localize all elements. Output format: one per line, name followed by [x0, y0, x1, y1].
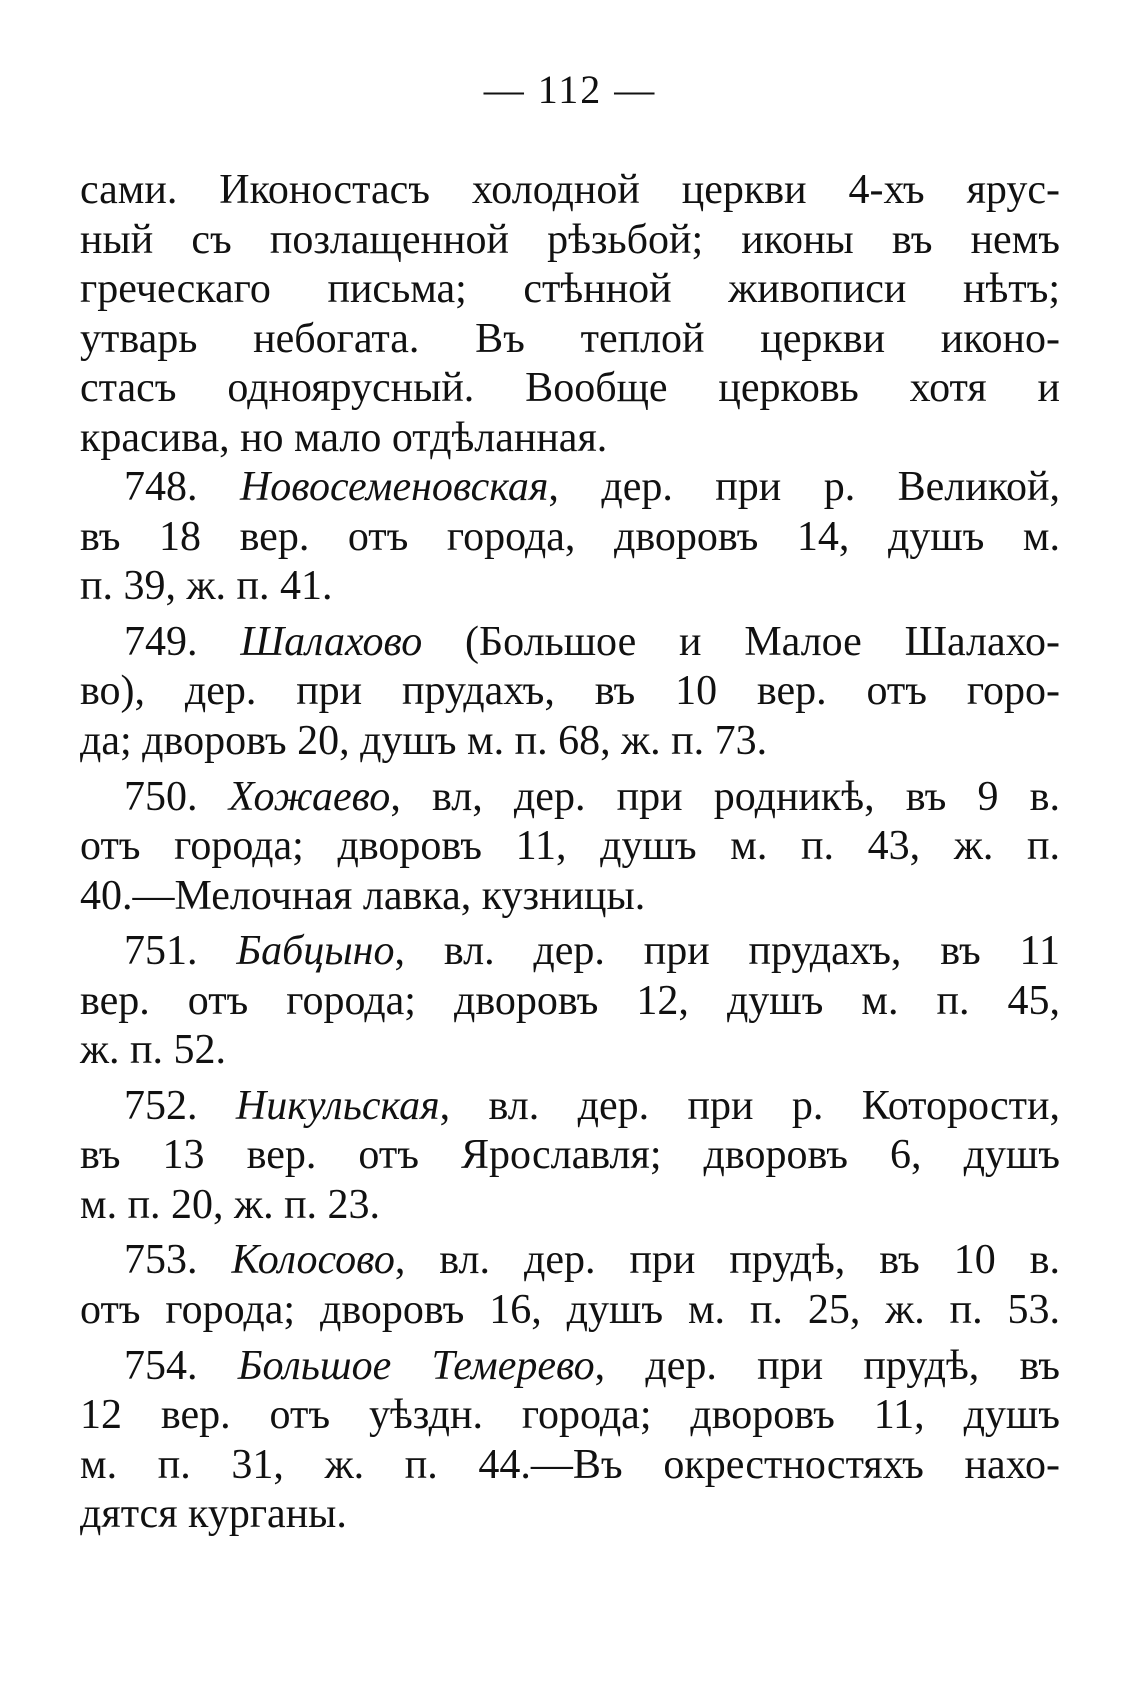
- entry-first-line: [80, 618, 1060, 668]
- text-line: отъ города; дворовъ 11, душъ м. п. 43, ж. п.: [80, 823, 1060, 870]
- entry-number: 749.: [124, 618, 198, 665]
- text-line: ж. п. 52.: [80, 1027, 226, 1074]
- text-line: 12 вер. отъ уѣздн. города; дворовъ 11, душъ: [80, 1392, 1060, 1439]
- entry-749: [80, 618, 1060, 767]
- entry-first-line: [80, 1082, 1060, 1132]
- place-name: Большое Темерево: [237, 1342, 595, 1389]
- text-line: да; дворовъ 20, душъ м. п. 68, ж. п. 73.: [80, 718, 768, 765]
- entry-751: [80, 927, 1060, 1076]
- text-line: въ 18 вер. отъ города, дворовъ 14, душъ м.: [80, 513, 1060, 560]
- text-line: п. 39, ж. п. 41.: [80, 563, 333, 610]
- text-line: м. п. 20, ж. п. 23.: [80, 1181, 381, 1228]
- text-line: дятся курганы.: [80, 1491, 347, 1538]
- entry-750: [80, 773, 1060, 922]
- entry-text: , вл. дер. при прудахъ, въ 11: [394, 928, 1060, 975]
- text-line: стасъ одноярусный. Вообще церковь хотя и: [80, 365, 1060, 412]
- text-line: въ 13 вер. отъ Ярославля; дворовъ 6, душъ: [80, 1132, 1060, 1179]
- entry-text: , вл, дер. при родникѣ, въ 9 в.: [390, 773, 1061, 820]
- text-line: отъ города; дворовъ 16, душъ м. п. 25, ж. п. 53.: [80, 1287, 1060, 1334]
- place-name: Никульская: [235, 1082, 440, 1129]
- text-line: сами. Иконостасъ холодной церкви 4-хъ ярус-: [80, 167, 1060, 213]
- place-name: Колосово: [231, 1237, 395, 1284]
- entry-first-line: [80, 1342, 1060, 1392]
- entry-first-line: [80, 463, 1060, 513]
- entry-first-line: [80, 773, 1060, 823]
- place-name: Шалахово: [240, 618, 423, 665]
- text-line: греческаго письма; стѣнной живописи нѣтъ;: [80, 266, 1060, 313]
- text-line: м. п. 31, ж. п. 44.—Въ окрестностяхъ нахо-: [80, 1441, 1060, 1488]
- text-line: утварь небогата. Въ теплой церкви иконо-: [80, 315, 1060, 362]
- entry-first-line: [80, 1236, 1060, 1286]
- entry-text: , вл. дер. при прудѣ, въ 10 в.: [394, 1237, 1060, 1284]
- intro-paragraph: [80, 166, 1060, 463]
- text-line: во), дер. при прудахъ, въ 10 вер. отъ горо-: [80, 668, 1060, 715]
- text-line: вер. отъ города; дворовъ 12, душъ м. п. 45,: [80, 977, 1060, 1024]
- entry-752: [80, 1082, 1060, 1231]
- place-name: Новосеменовская: [239, 464, 549, 511]
- entry-text: , дер. при прудѣ, въ: [594, 1342, 1061, 1389]
- entry-748: [80, 463, 1060, 612]
- entry-first-line: [80, 927, 1060, 977]
- entry-text: (Большое и Малое Шалахо-: [422, 618, 1060, 665]
- entry-753: [80, 1236, 1060, 1335]
- place-name: Бабцыно: [236, 928, 395, 975]
- entry-number: 754.: [124, 1342, 198, 1389]
- entry-number: 752.: [124, 1082, 198, 1129]
- entry-number: 750.: [124, 773, 198, 820]
- text-line: красива, но мало отдѣланная.: [80, 414, 608, 461]
- entry-754: [80, 1342, 1060, 1540]
- text-line: ный съ позлащенной рѣзьбой; иконы въ немъ: [80, 216, 1060, 263]
- entry-number: 748.: [124, 464, 198, 511]
- page-number: — 112 —: [483, 67, 657, 112]
- entry-text: , дер. при р. Великой,: [548, 464, 1060, 511]
- entry-number: 753.: [124, 1237, 198, 1284]
- text-line: 40.—Мелочная лавка, кузницы.: [80, 872, 646, 919]
- entry-text: , вл. дер. при р. Которости,: [439, 1082, 1060, 1129]
- page-body: [80, 166, 1060, 1540]
- place-name: Хожаево: [228, 773, 391, 820]
- entry-number: 751.: [124, 928, 198, 975]
